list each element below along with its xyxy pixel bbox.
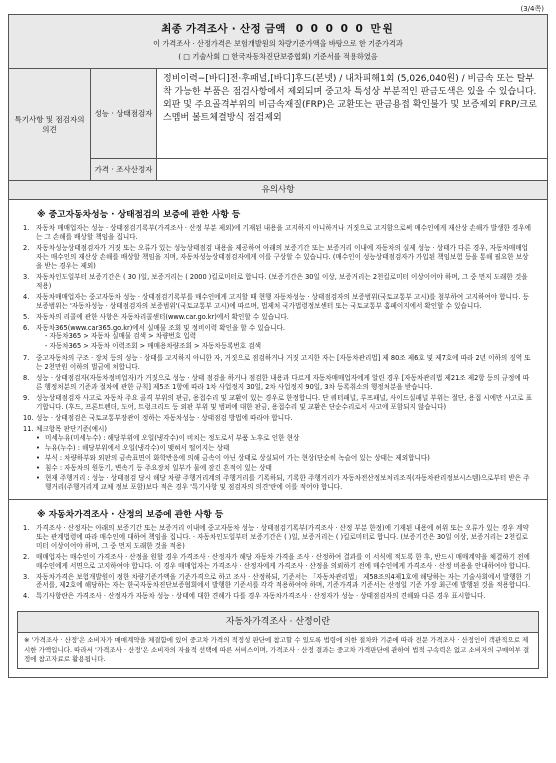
appraisal-warranty-title: ※ 자동차가격조사 · 산정의 보증에 관한 사항 등: [37, 509, 224, 520]
appraisal-definition-text: ※ '가격조사 · 산정'은 소비자가 매매계약을 체결함에 있어 중고차 가격의 적정성 판단에 참고할 수 있도록 법령에 의한 절차와 기준에 따라 전문 가격조사 · 산정인이 객관적으로 제시한 가액입니다. 따라서 '가격조사 · 산정'은 소비자의 자율적 선택에 따른 서비스이며, 가격조사 · 산정 결과는 중고차 가격판단에 관하여 법적 구속력은 없고 소비자의 구매여부 결정에 참고자료로 활용됩니다.: [24, 636, 530, 664]
appraiser-opinion-text: [157, 159, 547, 180]
bullet-icon: •: [36, 443, 40, 452]
inspector-label: 성능 · 상태점검자: [91, 69, 157, 158]
bullet-text: 누유(누수) : 해당부위에서 오일(냉각수)이 맺혀서 떨어지는 상태: [45, 443, 230, 452]
bullet-item: [36, 434, 533, 443]
final-price-amount: 0 0 0 0 0 만원: [295, 23, 395, 35]
item-number: 2.: [23, 552, 30, 561]
inspector-opinion-text: 정비이력−[바디]전·후패널,[바디]후드(본넷) / 내차피해1회 (5,026,040원) / 비금속 또는 탈부착 가능한 부품은 점검사항에서 제외되며 중고차 특성상 부분적인 판금도색은 있을 수 있습니다. 외판 및 주요골격부위의 비금속재질(FRP)은 교환또는 판금용접 확인불가 및 보증제외 FRP/크로스멤버 볼트체결방식 점검제외: [163, 74, 537, 124]
list-item: [23, 244, 533, 271]
list-item: [23, 313, 533, 322]
bullet-item: [36, 444, 533, 453]
item-text: 중고자동차의 구조 · 장치 등의 성능 · 상태를 고지하지 아니한 자, 거짓으로 점검하거나 거짓 고지한 자는 [자동차관리법] 제 80조 제6호 및 제7호에 따라 2년 이하의 징역 또는 2천만원 이하의 벌금에 처합니다.: [36, 354, 531, 372]
list-item: [23, 394, 533, 412]
price-basis-text: 이 가격조사 · 산정가격은 보험개발원의 차량기준가액을 바탕으로 한 기준가격과: [153, 39, 403, 48]
item-number: 4.: [23, 292, 30, 301]
bullet-text: 침수 : 자동차의 원동기, 변속기 등 주요장치 일부가 물에 잠긴 흔적이 있는 상태: [45, 463, 272, 472]
item-text: 자동차인도일부터 보증기간은 ( 30 )일, 보증거리는 ( 2000 )킬로미터로 합니다. (보증기간은 30일 이상, 보증거리는 2천킬로미터 이상이어야 하며, 그 중 먼저 도래한 것을 적용): [36, 272, 528, 290]
item-number: 7.: [23, 354, 30, 363]
special-notes-section: [9, 69, 547, 181]
list-item: [23, 273, 533, 291]
item-number: 6.: [23, 323, 30, 332]
list-item: [23, 293, 533, 311]
item-text: 자동차의 리콜에 관한 사항은 자동차리콜센터(www.car.go.kr)에서 확인할 수 있습니다.: [36, 312, 289, 321]
item-text: 성능 · 상태점검자(자동차정비업자)가 거짓으로 성능 · 상태 점검을 하거나 점검한 내용과 다르게 자동차매매업자에게 알린 경우 [자동차관리법 제21조 제2항 등의 규정에 따른 행정처분의 기준과 절차에 관한 규칙] 제5조 1항에 따라 1차 사업정지 30일, 2차 사업정지 90일, 3차 등록취소의 행정처분을 받습니다.: [36, 374, 530, 392]
item-text: 자동차365(www.car365.go.kr)에서 실매물 조회 및 정비이력 확인을 할 수 있습니다.: [36, 323, 285, 332]
item-text: 가격조사 · 산정자는 아래의 보증기간 또는 보증거리 이내에 중고자동차 성능 · 상태점검기록부(가격조사 · 산정 부분 한정)에 기재된 내용에 허위 또는 오류가 있는 경우 계약 또는 관계법령에 따라 매수인에 대하여 책임을 집니다. · 자동차인도일부터 보증기간은 ( )일, 보증거리는 ( )킬로미터로 합니다. (보증기간은 30일 이상, 보증거리는 2천킬로미터 이상이어야 하며, 그 중 먼저 도래한 것을 적용): [36, 523, 529, 550]
list-item: [23, 425, 533, 493]
appraisal-definition-title: 자동차가격조사 · 산정이란: [18, 612, 538, 633]
list-item: [23, 324, 533, 353]
appraiser-label: 가격 · 조사산정자: [91, 159, 157, 180]
item-number: 3.: [23, 272, 30, 281]
item-number: 2.: [23, 243, 30, 252]
list-item: [23, 524, 533, 551]
item-number: 1.: [23, 224, 30, 232]
bullet-text: 미세누유(미세누수) : 해당부위에 오일(냉각수)이 비치는 정도로서 부품 노후로 인한 현상: [45, 434, 300, 443]
list-item: [23, 414, 533, 423]
item-text: 자동차성능상태점검자가 거짓 또는 오류가 있는 성능상태점검 내용을 제공하여 아래의 보증기간 또는 보증거리 이내에 자동차의 실제 성능 · 상태가 다른 경우, 자동차매매업자는 매수인의 재산상 손해를 배상할 책임을 지며, 자동차성능상태점검자에게 이를 구상할 수 있습니다. (매수인이 성능상태점검자가 가입된 책임보험 등을 통해 필요한 보상을 받는 경우는 제외): [36, 243, 529, 270]
appraisal-definition-box: [17, 611, 539, 668]
item-text: 매매업자는 매수인이 가격조사 · 산정을 원할 경우 가격조사 · 산정자가 해당 자동차 가격을 조사 · 산정하여 결과를 이 서식에 적도록 한 후, 반드시 매매계약을 체결하기 전에 매수인에게 서면으로 고지하여야 합니다. 이 경우 매매업자는 가격조사 · 산정자에게 가격조사 · 산정을 의뢰하기 전에 매수인에게 가격조사 · 산정 비용을 안내하여야 합니다.: [36, 552, 530, 570]
bullet-icon: •: [36, 463, 40, 472]
list-item: [23, 354, 533, 372]
special-notes-label: 특기사항 및 점검자의 의견: [9, 69, 91, 180]
list-item: [23, 374, 533, 392]
notice-title: 유의사항: [9, 181, 547, 200]
item-text: 자동차매매업자는 중고자동차 성능 · 상태점검기록부를 매수인에게 고지할 때 현행 자동차성능 · 상태점검자의 보증범위(국토교통부 고시)를 첨부하여 고지하여야 합니다. 등 보증범위는 '자동차성능 · 상태점검자의 보증범위'(국토교통부 고시)에 따르며, 법제처 국가법령정보센터 또는 국토교통부 홈페이지에서 확인할 수 있습니다.: [36, 292, 529, 310]
form-sheet: [8, 14, 548, 678]
final-price-label: 최종 가격조사 · 산정 금액: [161, 23, 286, 35]
item-number: 3.: [23, 572, 30, 581]
final-price-title: [9, 21, 547, 36]
list-item: [23, 592, 533, 601]
item-number: 4.: [23, 592, 30, 601]
list-item: [23, 224, 533, 242]
item-subline: - 자동차365 > 자동차 이력조회 > 매매용차량조회 > 자동차등록번호 검색: [45, 342, 262, 351]
item-text: 자동차 매매업자는 성능 · 상태점검기록부(가격조사 · 산정 부분 제외)에 기재된 내용을 고지하지 아니하거나 거짓으로 고지함으로써 매수인에게 재산상 손해가 발생한 경우에는 그 손해를 배상할 책임을 집니다.: [36, 224, 532, 241]
item-number: 5.: [23, 312, 30, 321]
bullet-item: [36, 464, 533, 473]
bullet-icon: •: [36, 453, 40, 462]
price-header: [9, 15, 547, 69]
item-number: 9.: [23, 394, 30, 403]
item-number: 11.: [23, 425, 34, 434]
appraisal-warranty-list: [9, 524, 547, 602]
inspection-warranty-list: [9, 224, 547, 493]
page-number: (3/4쪽): [520, 5, 544, 13]
item-text: 성능상태점검자 사고로 자동차 주요 골격 부위의 판금, 용접수리 및 교환이 있는 경우로 한정합니다. 단 쿼터패널, 루프패널, 사이드실패널 부위는 절단, 용접 시에만 사고로 표기합니다. (후드, 프론트펜더, 도어, 트렁크리드 등 외판 부위 및 범퍼에 대한 판금, 용접수리 및 교환은 단순수리로서 사고에 포함되지 않습니다): [36, 394, 533, 412]
list-item: [23, 553, 533, 571]
standard-applied-text: ( □ 기술사회 □ 한국자동차진단보증협회) 기준서를 적용하였음: [178, 52, 378, 61]
appraiser-opinion-row: [91, 159, 547, 180]
bullet-icon: •: [36, 473, 40, 482]
inspection-warranty-title: ※ 중고자동차성능 · 상태점검의 보증에 관한 사항 등: [37, 210, 241, 220]
item-text: 성능 · 상태점검은 국토교통부장관이 정하는 자동차성능 · 상태점검 방법에 따라야 합니다.: [36, 414, 293, 423]
item-text: 체크항목 판단기준(예시): [36, 425, 107, 434]
item-number: 8.: [23, 374, 30, 383]
item-number: 10.: [23, 414, 34, 423]
item-text: 특기사항란은 가격조사 · 산정자가 자동차 성능 · 상태에 대한 견해가 다를 경우 자동차가격조사 · 산정자가 성능 · 상태점검자의 견해와 다른 경우 표시합니다.: [36, 592, 486, 601]
bullet-icon: •: [36, 434, 40, 443]
inspector-opinion-row: [91, 69, 547, 159]
item-subline: - 자동차365 > 자동차 실매물 검색 > 차량번호 입력: [45, 332, 197, 341]
bullet-text: 부식 : 차량하부와 외판의 금속표면이 화학반응에 의해 금속이 아닌 상태로 상실되어 가는 현상(단순히 녹슬어 있는 상태는 제외합니다): [45, 453, 430, 462]
item-number: 1.: [23, 523, 30, 532]
bullet-item: [36, 454, 533, 463]
list-item: [23, 573, 533, 591]
bullet-item: [36, 474, 533, 492]
item-text: 자동차가격은 보험개발원이 정한 차량기준가액을 기준가격으로 하고 조사 · 산정하되, 기준서는 「자동차관리법」 제58조의4제1호에 해당하는 자는 기술사회에서 발행한 기준서를, 제2호에 해당하는 자는 한국자동차진단보증협회에서 발행한 기준서를 각각 적용하여야 하며, 기준가격과 기준서는 산정일 기준 가장 최근에 발행된 것을 적용합니다.: [36, 572, 531, 590]
bullet-text: 현재 주행거리 : 성능 · 상태점검 당시 해당 차량 주행거리계의 주행거리를 기록하되, 기록한 주행거리가 자동차전산정보처리조직(자동차관리정보시스템)으로부터 받은 주행거리(주행거리계 교체 정보 포함)보다 적은 경우 '특기사항 및 점검자의 의견'란에 이를 적어야 합니다.: [45, 473, 530, 491]
